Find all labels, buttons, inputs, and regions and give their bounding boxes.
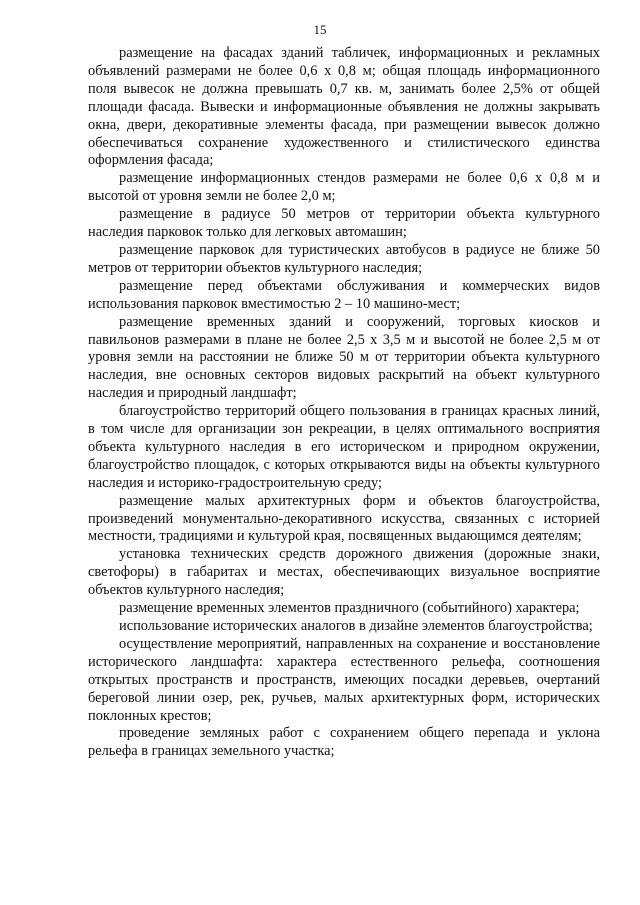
paragraph-3: размещение в радиусе 50 метров от территории объекта культурного наследия парковок только для легковых автомашин;: [88, 206, 600, 241]
paragraph-13: проведение земляных работ с сохранением общего перепада и уклона рельефа в границах земельного участка;: [88, 725, 600, 760]
paragraph-8: размещение малых архитектурных форм и объектов благоустройства, произведений монументально-декоративного искусства, связанных с историей местности, традициями и культурой края, посвященных выдающимся деятелям;: [88, 492, 600, 545]
paragraph-2: размещение информационных стендов размерами не более 0,6 х 0,8 м и высотой от уровня земли не более 2,0 м;: [88, 170, 600, 205]
paragraph-7: благоустройство территорий общего пользования в границах красных линий, в том числе для организации зон рекреации, в целях оптимального восприятия объекта культурного наследия в его историческом и природном окружении, благоустройство площадок, с которых открываются виды на объекты культурного наследия и историко-градостроительную среду;: [88, 403, 600, 491]
paragraph-10: размещение временных элементов праздничного (событийного) характера;: [119, 600, 580, 617]
paragraph-4: размещение парковок для туристических автобусов в радиусе не ближе 50 метров от территории объектов культурного наследия;: [88, 241, 600, 276]
paragraph-9: установка технических средств дорожного движения (дорожные знаки, светофоры) в габаритах и местах, обеспечивающих визуальное восприятие объектов культурного наследия;: [88, 546, 600, 599]
paragraph-5: размещение перед объектами обслуживания и коммерческих видов использования парковок вместимостью 2 – 10 машино-мест;: [88, 277, 600, 312]
paragraph-11: использование исторических аналогов в дизайне элементов благоустройства;: [119, 618, 593, 634]
paragraph-12: осуществление мероприятий, направленных на сохранение и восстановление исторического ландшафта: характера естественного рельефа, соотношения открытых пространств и пространств, имеющих посадки деревьев, очертаний береговой линии озер, рек, ручьев, малых архитектурных форм, исторических поклонных крестов;: [88, 635, 600, 724]
page-number: 15: [313, 22, 327, 37]
paragraph-1: размещение на фасадах зданий табличек, информационных и рекламных объявлений размерами не более 0,6 х 0,8 м; общая площадь информационного поля вывесок не должна превышать 0,7 кв. м, занимать более 2,5% от общей площади фасада. Вывески и информационные объявления не должны закрывать окна, двери, декоративные элементы фасада, при размещении вывесок должно обеспечиваться сохранение художественного и стилистического единства оформления фасада;: [88, 45, 600, 169]
document-body: [88, 45, 600, 761]
paragraph-6: размещение временных зданий и сооружений, торговых киосков и павильонов размерами в плане не более 2,5 х 3,5 м и высотой не более 2,5 м от уровня земли на расстоянии не ближе 50 м от территории объекта культурного наследия, вне основных секторов видовых раскрытий на объект культурного наследия и природный ландшафт;: [88, 313, 600, 402]
